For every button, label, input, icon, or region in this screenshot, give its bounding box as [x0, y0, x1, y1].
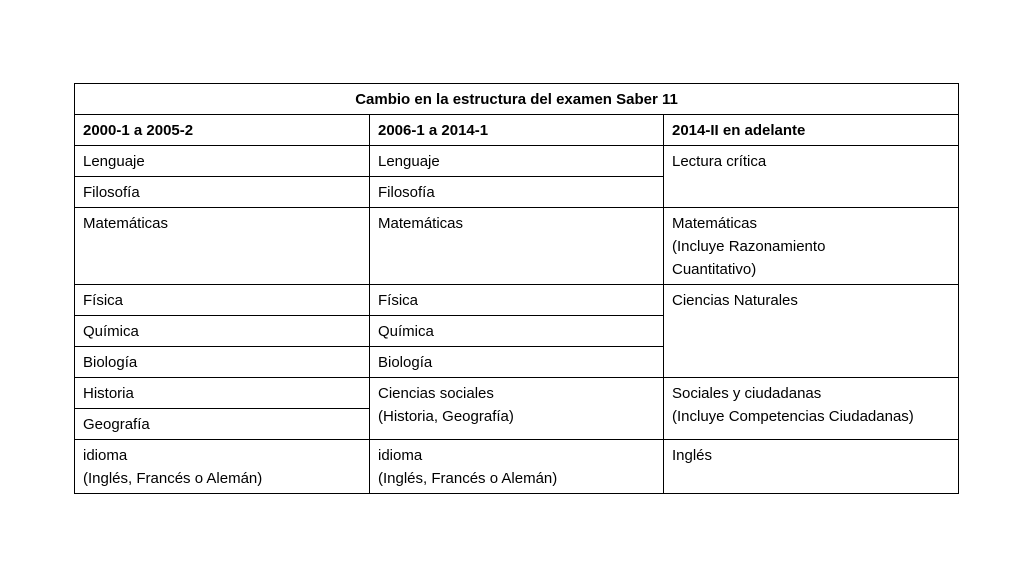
- cell-fisica-old: Física: [75, 285, 370, 316]
- column-header-2014-onward: 2014-II en adelante: [664, 115, 959, 146]
- cell-idioma-old: [75, 440, 370, 494]
- sociales-new-line1: Sociales y ciudadanas: [672, 385, 822, 402]
- title-row: [75, 84, 959, 115]
- exam-structure-table: [74, 83, 959, 494]
- column-header-2000-2005: 2000-1 a 2005-2: [75, 115, 370, 146]
- cell-filosofia-mid: Filosofía: [370, 177, 664, 208]
- header-row: [75, 115, 959, 146]
- cell-quimica-mid: Química: [370, 316, 664, 347]
- cell-idioma-mid: [370, 440, 664, 494]
- sociales-mid-line2: (Historia, Geografía): [378, 408, 514, 425]
- idioma-mid-line2: (Inglés, Francés o Alemán): [378, 470, 558, 487]
- cell-ciencias-sociales: [370, 378, 664, 440]
- sociales-mid-line1: Ciencias sociales: [378, 385, 494, 402]
- cell-matematicas-old: Matemáticas: [75, 208, 370, 285]
- cell-matematicas-mid: Matemáticas: [370, 208, 664, 285]
- cell-biologia-old: Biología: [75, 347, 370, 378]
- cell-historia-old: Historia: [75, 378, 370, 409]
- cell-geografia-old: Geografía: [75, 409, 370, 440]
- matematicas-new-line3: Cuantitativo): [672, 261, 757, 278]
- cell-fisica-mid: Física: [370, 285, 664, 316]
- idioma-old-line2: (Inglés, Francés o Alemán): [83, 470, 263, 487]
- matematicas-new-line2: (Incluye Razonamiento: [672, 238, 826, 255]
- sociales-new-line2: (Incluye Competencias Ciudadanas): [672, 408, 914, 425]
- matematicas-new-line1: Matemáticas: [672, 215, 758, 232]
- cell-filosofia-old: Filosofía: [75, 177, 370, 208]
- cell-ingles-new: Inglés: [664, 440, 959, 494]
- cell-lectura-critica: Lectura crítica: [664, 146, 959, 208]
- column-header-2006-2014: 2006-1 a 2014-1: [370, 115, 664, 146]
- cell-matematicas-new: [664, 208, 959, 285]
- table-row: [75, 440, 959, 494]
- cell-sociales-ciudadanas: [664, 378, 959, 440]
- table-row: [75, 208, 959, 285]
- cell-quimica-old: Química: [75, 316, 370, 347]
- table-row: [75, 146, 959, 177]
- table-row: [75, 378, 959, 409]
- idioma-old-line1: idioma: [83, 447, 128, 464]
- table-title: Cambio en la estructura del examen Saber 11: [75, 84, 959, 115]
- cell-biologia-mid: Biología: [370, 347, 664, 378]
- idioma-mid-line1: idioma: [378, 447, 423, 464]
- cell-ciencias-naturales: Ciencias Naturales: [664, 285, 959, 378]
- table-row: [75, 285, 959, 316]
- cell-lenguaje-old: Lenguaje: [75, 146, 370, 177]
- cell-lenguaje-mid: Lenguaje: [370, 146, 664, 177]
